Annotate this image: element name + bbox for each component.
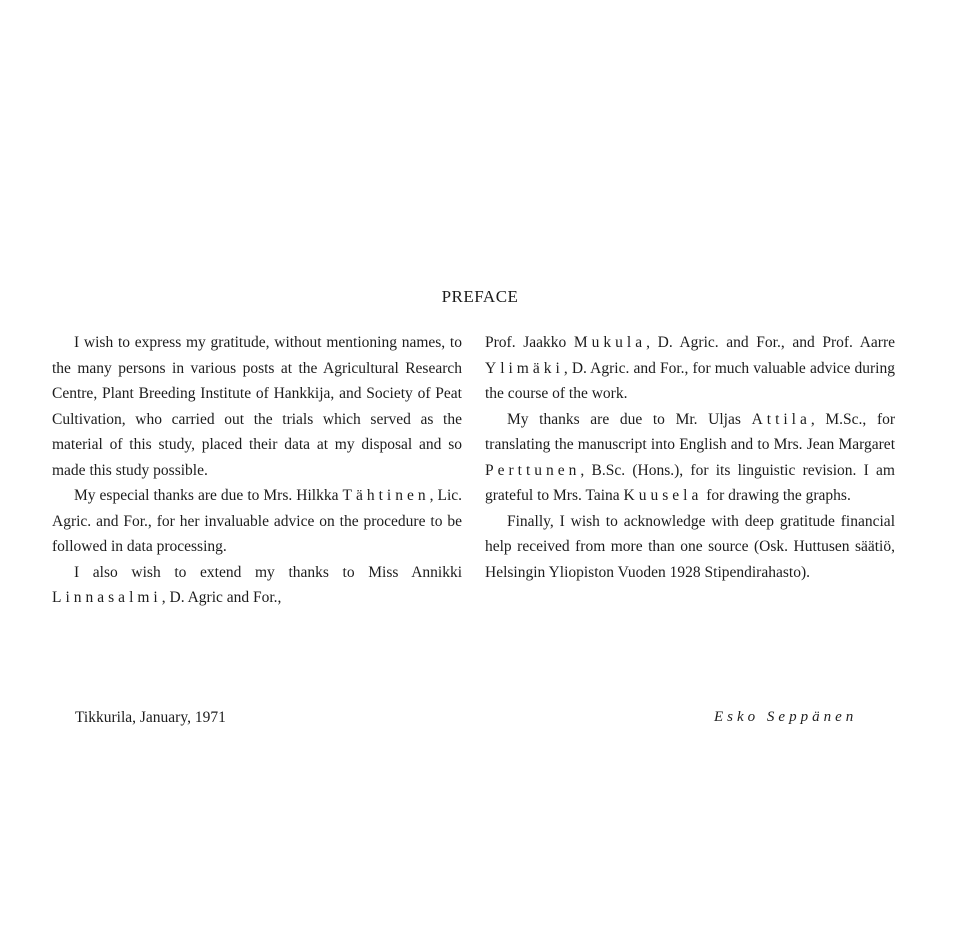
paragraph-translation-thanks — [485, 407, 895, 509]
spaced-name: Linnasalmi — [52, 589, 162, 606]
text-segment: Prof. Jaakko — [485, 334, 567, 351]
text-segment: , M.Sc., for translating the manuscript into English and to Mrs. Jean Margaret — [485, 410, 896, 453]
text-segment: My thanks are due to Mr. Uljas — [507, 410, 741, 428]
paragraph-continued — [485, 330, 895, 407]
text-segment: for drawing the graphs. — [702, 487, 851, 504]
text-segment: , D. Agric. and For., and Prof. Aarre — [646, 334, 895, 351]
text-segment: , D. Agric and For., — [161, 589, 282, 606]
text-segment: , D. Agric. and For., for much valuable advice during the course of the work. — [485, 359, 895, 402]
text-segment: , B.Sc. (Hons.), for its linguistic revision. I am grateful to Mrs. Taina — [485, 461, 895, 504]
text-segment: I also wish to extend my thanks to Miss Annikki — [74, 563, 462, 581]
page-title: PREFACE — [441, 287, 519, 306]
author-signature: Esko Seppänen — [714, 709, 858, 725]
paragraph-also-thanks — [52, 560, 462, 611]
text-segment: My especial thanks are due to Mrs. Hilkka — [74, 487, 339, 504]
right-column — [485, 330, 895, 585]
paragraph-financial-help: Finally, I wish to acknowledge with deep gratitude financial help received from more than one source (Osk. Huttusen säätiö, Helsingin Yliopiston Vuoden 1928 Stipendirahasto). — [485, 512, 895, 581]
text-segment: , Lic. Agric. and For., for her invaluable advice on the procedure to be followed in data processing. — [52, 487, 463, 555]
place-date: Tikkurila, January, 1971 — [75, 709, 226, 726]
spaced-name: Mukula — [573, 334, 647, 351]
paragraph-gratitude: I wish to express my gratitude, without mentioning names, to the many persons in various posts at the Agricultural Research Centre, Plant Breeding Institute of Hankkija, and Society of Peat Cultivation, who carried out the trials which served as the material of this study, placed their data at my disposal and so made this study possible. — [52, 334, 462, 479]
spaced-name: Tähtinen — [342, 487, 430, 504]
spaced-name: Perttunen — [485, 461, 581, 479]
left-column — [52, 330, 462, 611]
spaced-name: Attila — [751, 410, 811, 428]
spaced-name: Ylimäki — [485, 359, 564, 377]
paragraph-especial-thanks — [52, 483, 462, 560]
spaced-name: Kuusela — [623, 487, 703, 504]
